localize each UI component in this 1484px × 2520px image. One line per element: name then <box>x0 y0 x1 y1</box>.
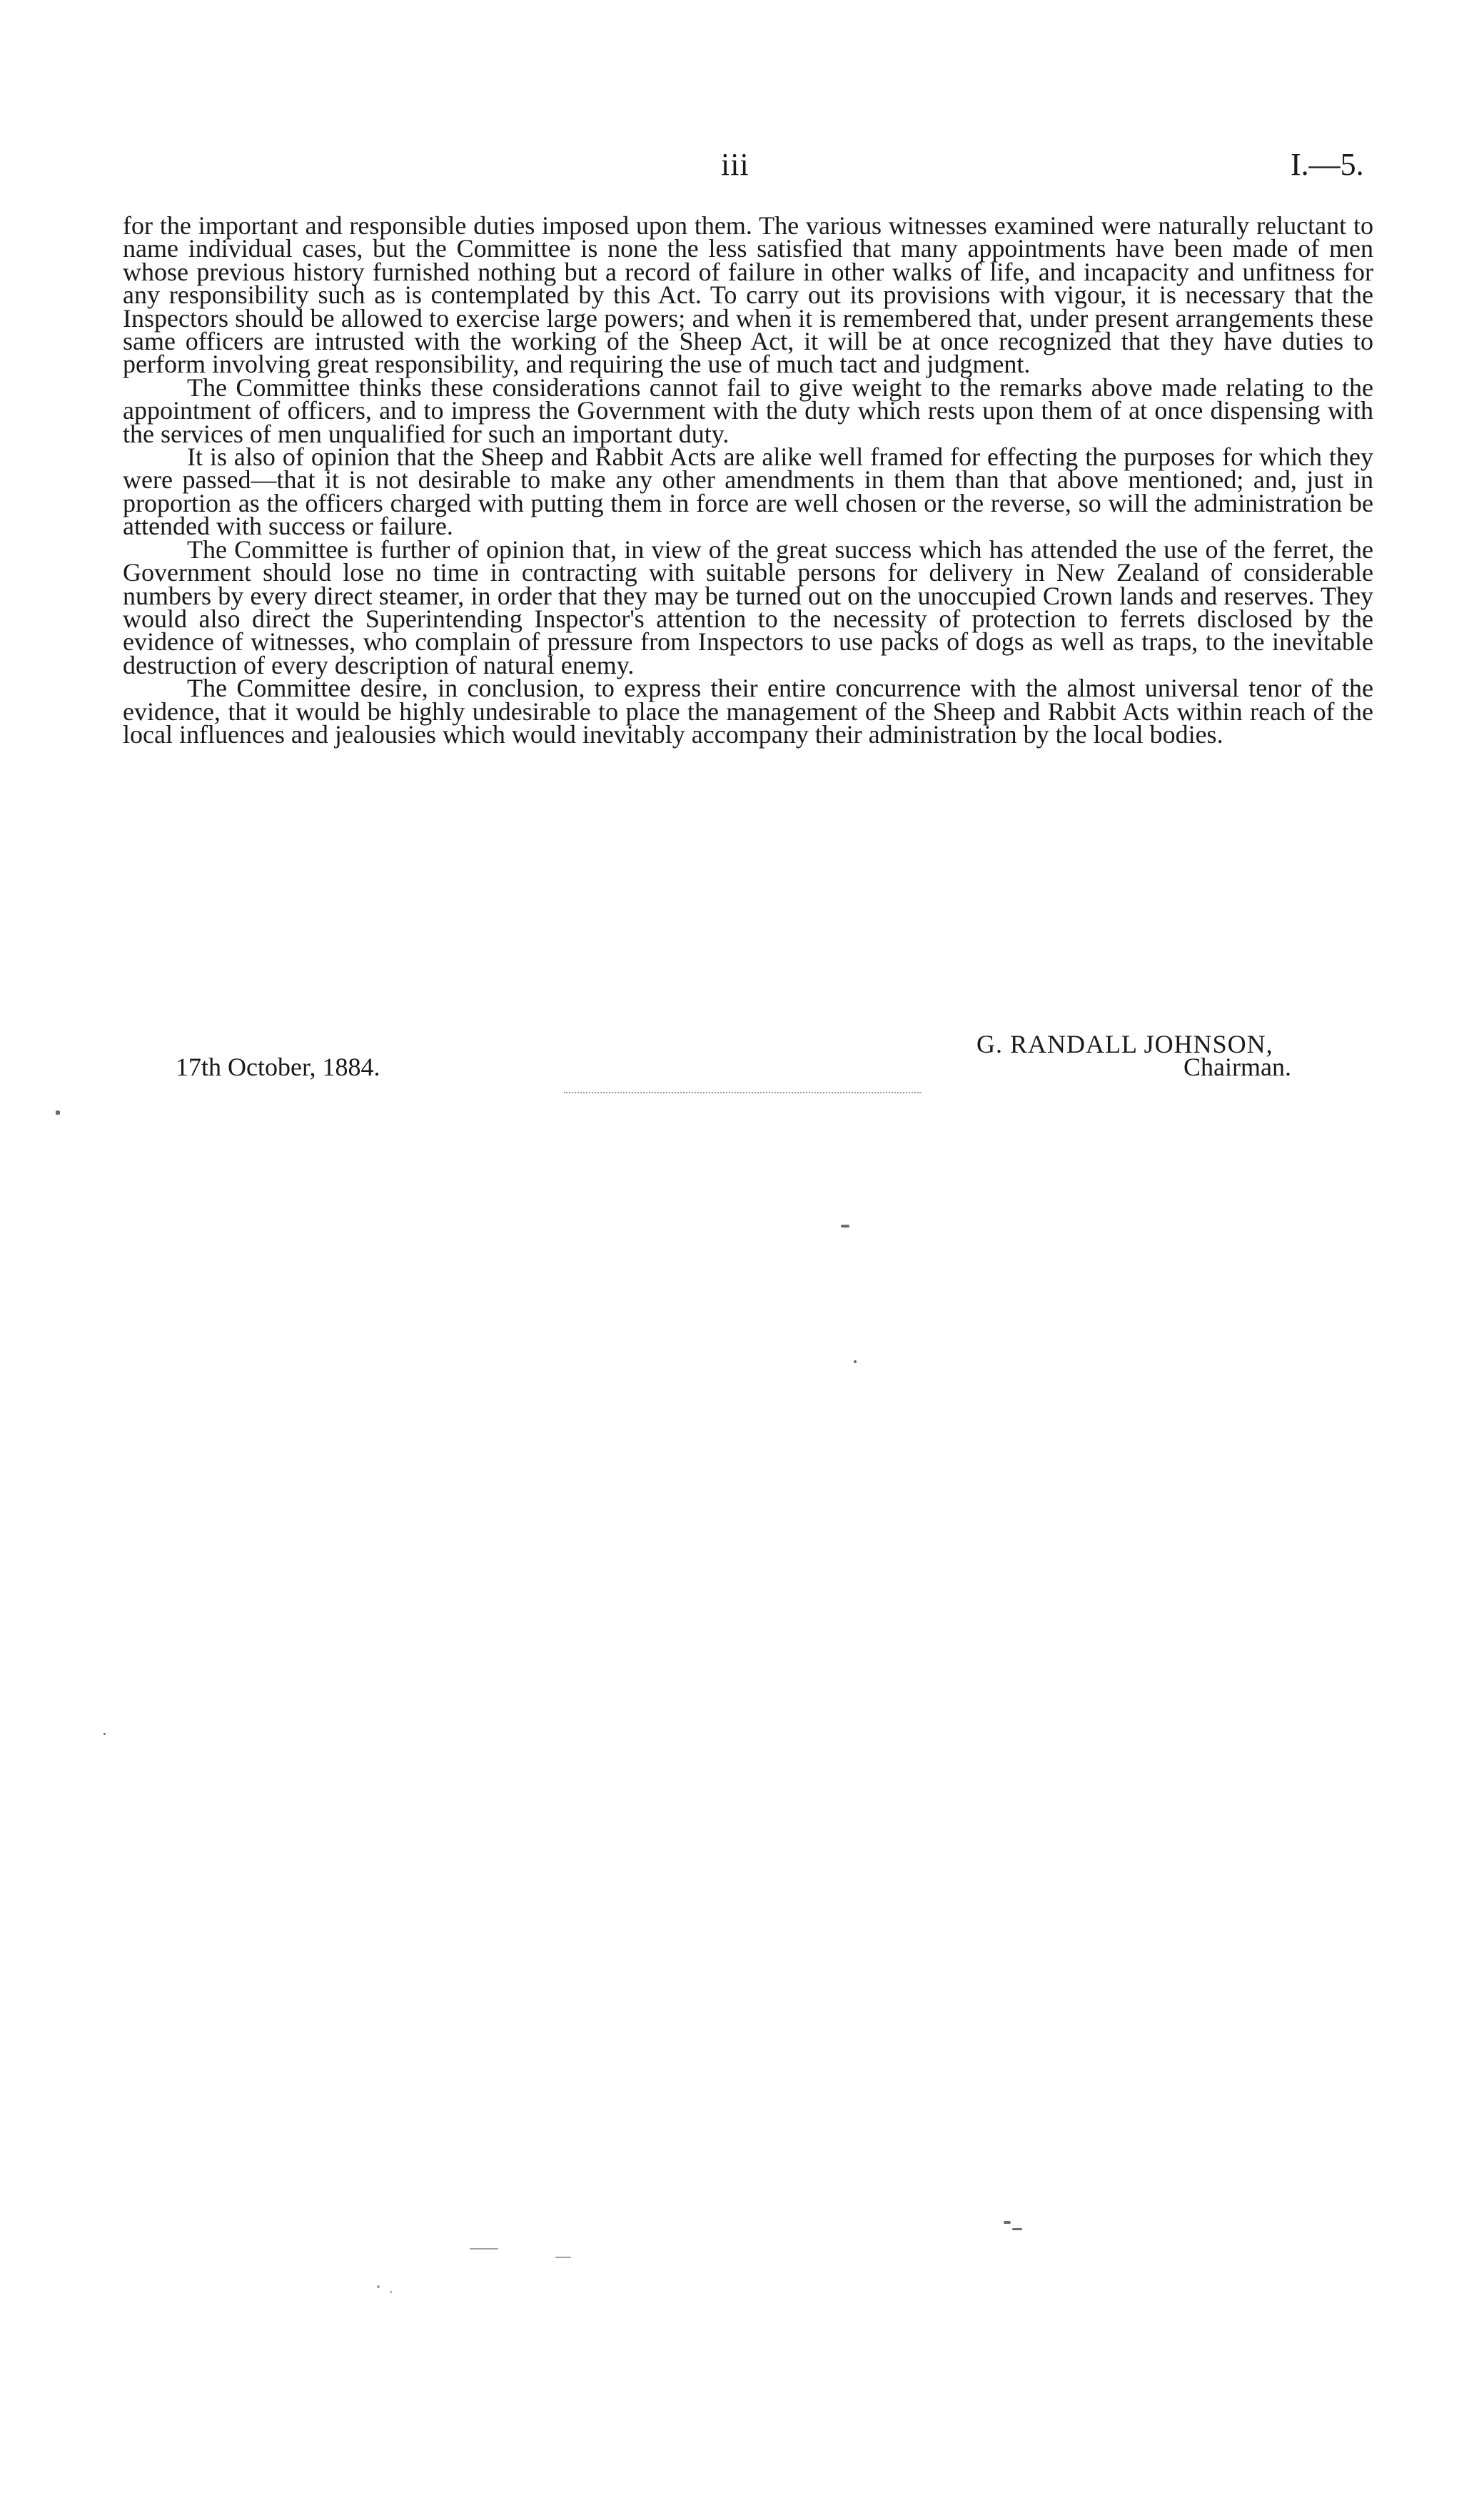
scan-speck <box>1012 2228 1022 2230</box>
scan-speck <box>854 1360 857 1363</box>
paragraph: The Committee thinks these considerations cannot fail to give weight to the remarks above made relating to the appointment of officers, and to impress the Government with the duty which rests upon them of at once dispensing with the services of men unqualified for such an important duty. <box>123 373 1373 448</box>
paragraph: The Committee desire, in conclusion, to express their entire concurrence with the almost universal tenor of the evidence, that it would be highly undesirable to place the management of the Sheep and Rabbit Acts within reach of the local influences and jealousies which would inevitably accompany their administration by the local bodies. <box>123 674 1373 749</box>
report-date: 17th October, 1884. <box>176 1053 380 1081</box>
report-body <box>123 211 1373 749</box>
scan-speck <box>841 1225 849 1228</box>
scan-speck <box>390 2291 392 2293</box>
scan-speck <box>470 2248 498 2250</box>
document-reference: I.—5. <box>1291 147 1364 182</box>
signatory-title: Chairman. <box>1183 1053 1291 1081</box>
paragraph: It is also of opinion that the Sheep and Rabbit Acts are alike well framed for effecting the purposes for which they were passed—that it is not desirable to make any other amendments in them than that above mentioned; and, just in proportion as the officers charged with putting them in force are well chosen or the reverse, so will the administration be attended with success or failure. <box>123 442 1373 541</box>
scan-speck <box>56 1110 60 1115</box>
scan-speck <box>104 1733 106 1735</box>
paragraph: for the important and responsible duties imposed upon them. The various witnesses examined were naturally reluctant to name individual cases, but the Committee is none the less satisfied that many appointments have been made of men whose previous history furnished nothing but a record of failure in other walks of life, and incapacity and unfitness for any responsibility such as is contemplated by this Act. To carry out its provisions with vigour, it is necessary that the Inspectors should be allowed to exercise large powers; and when it is remembered that, under present arrangements these same officers are intrusted with the working of the Sheep Act, it will be at once recognized that they have duties to perform involving great responsibility, and requiring the use of much tact and judgment. <box>123 211 1373 379</box>
scan-speck <box>555 2257 571 2258</box>
signatory-name: G. RANDALL JOHNSON, <box>976 1030 1273 1058</box>
paragraph: The Committee is further of opinion that, in view of the great success which has attended the use of the ferret, the Government should lose no time in contracting with suitable persons for delivery in New Zealand of considerable numbers by every direct steamer, in order that they may be turned out on the unoccupied Crown lands and reserves. They would also direct the Superintending Inspector's attention to the necessity of protection to ferrets disclosed by the evidence of witnesses, who complain of pressure from Inspectors to use packs of dogs as well as traps, to the inevitable destruction of every description of natural enemy. <box>123 535 1373 679</box>
scan-speck <box>1004 2221 1011 2224</box>
page-number: iii <box>721 147 749 182</box>
section-divider <box>564 1092 921 1093</box>
scan-speck <box>377 2285 380 2288</box>
